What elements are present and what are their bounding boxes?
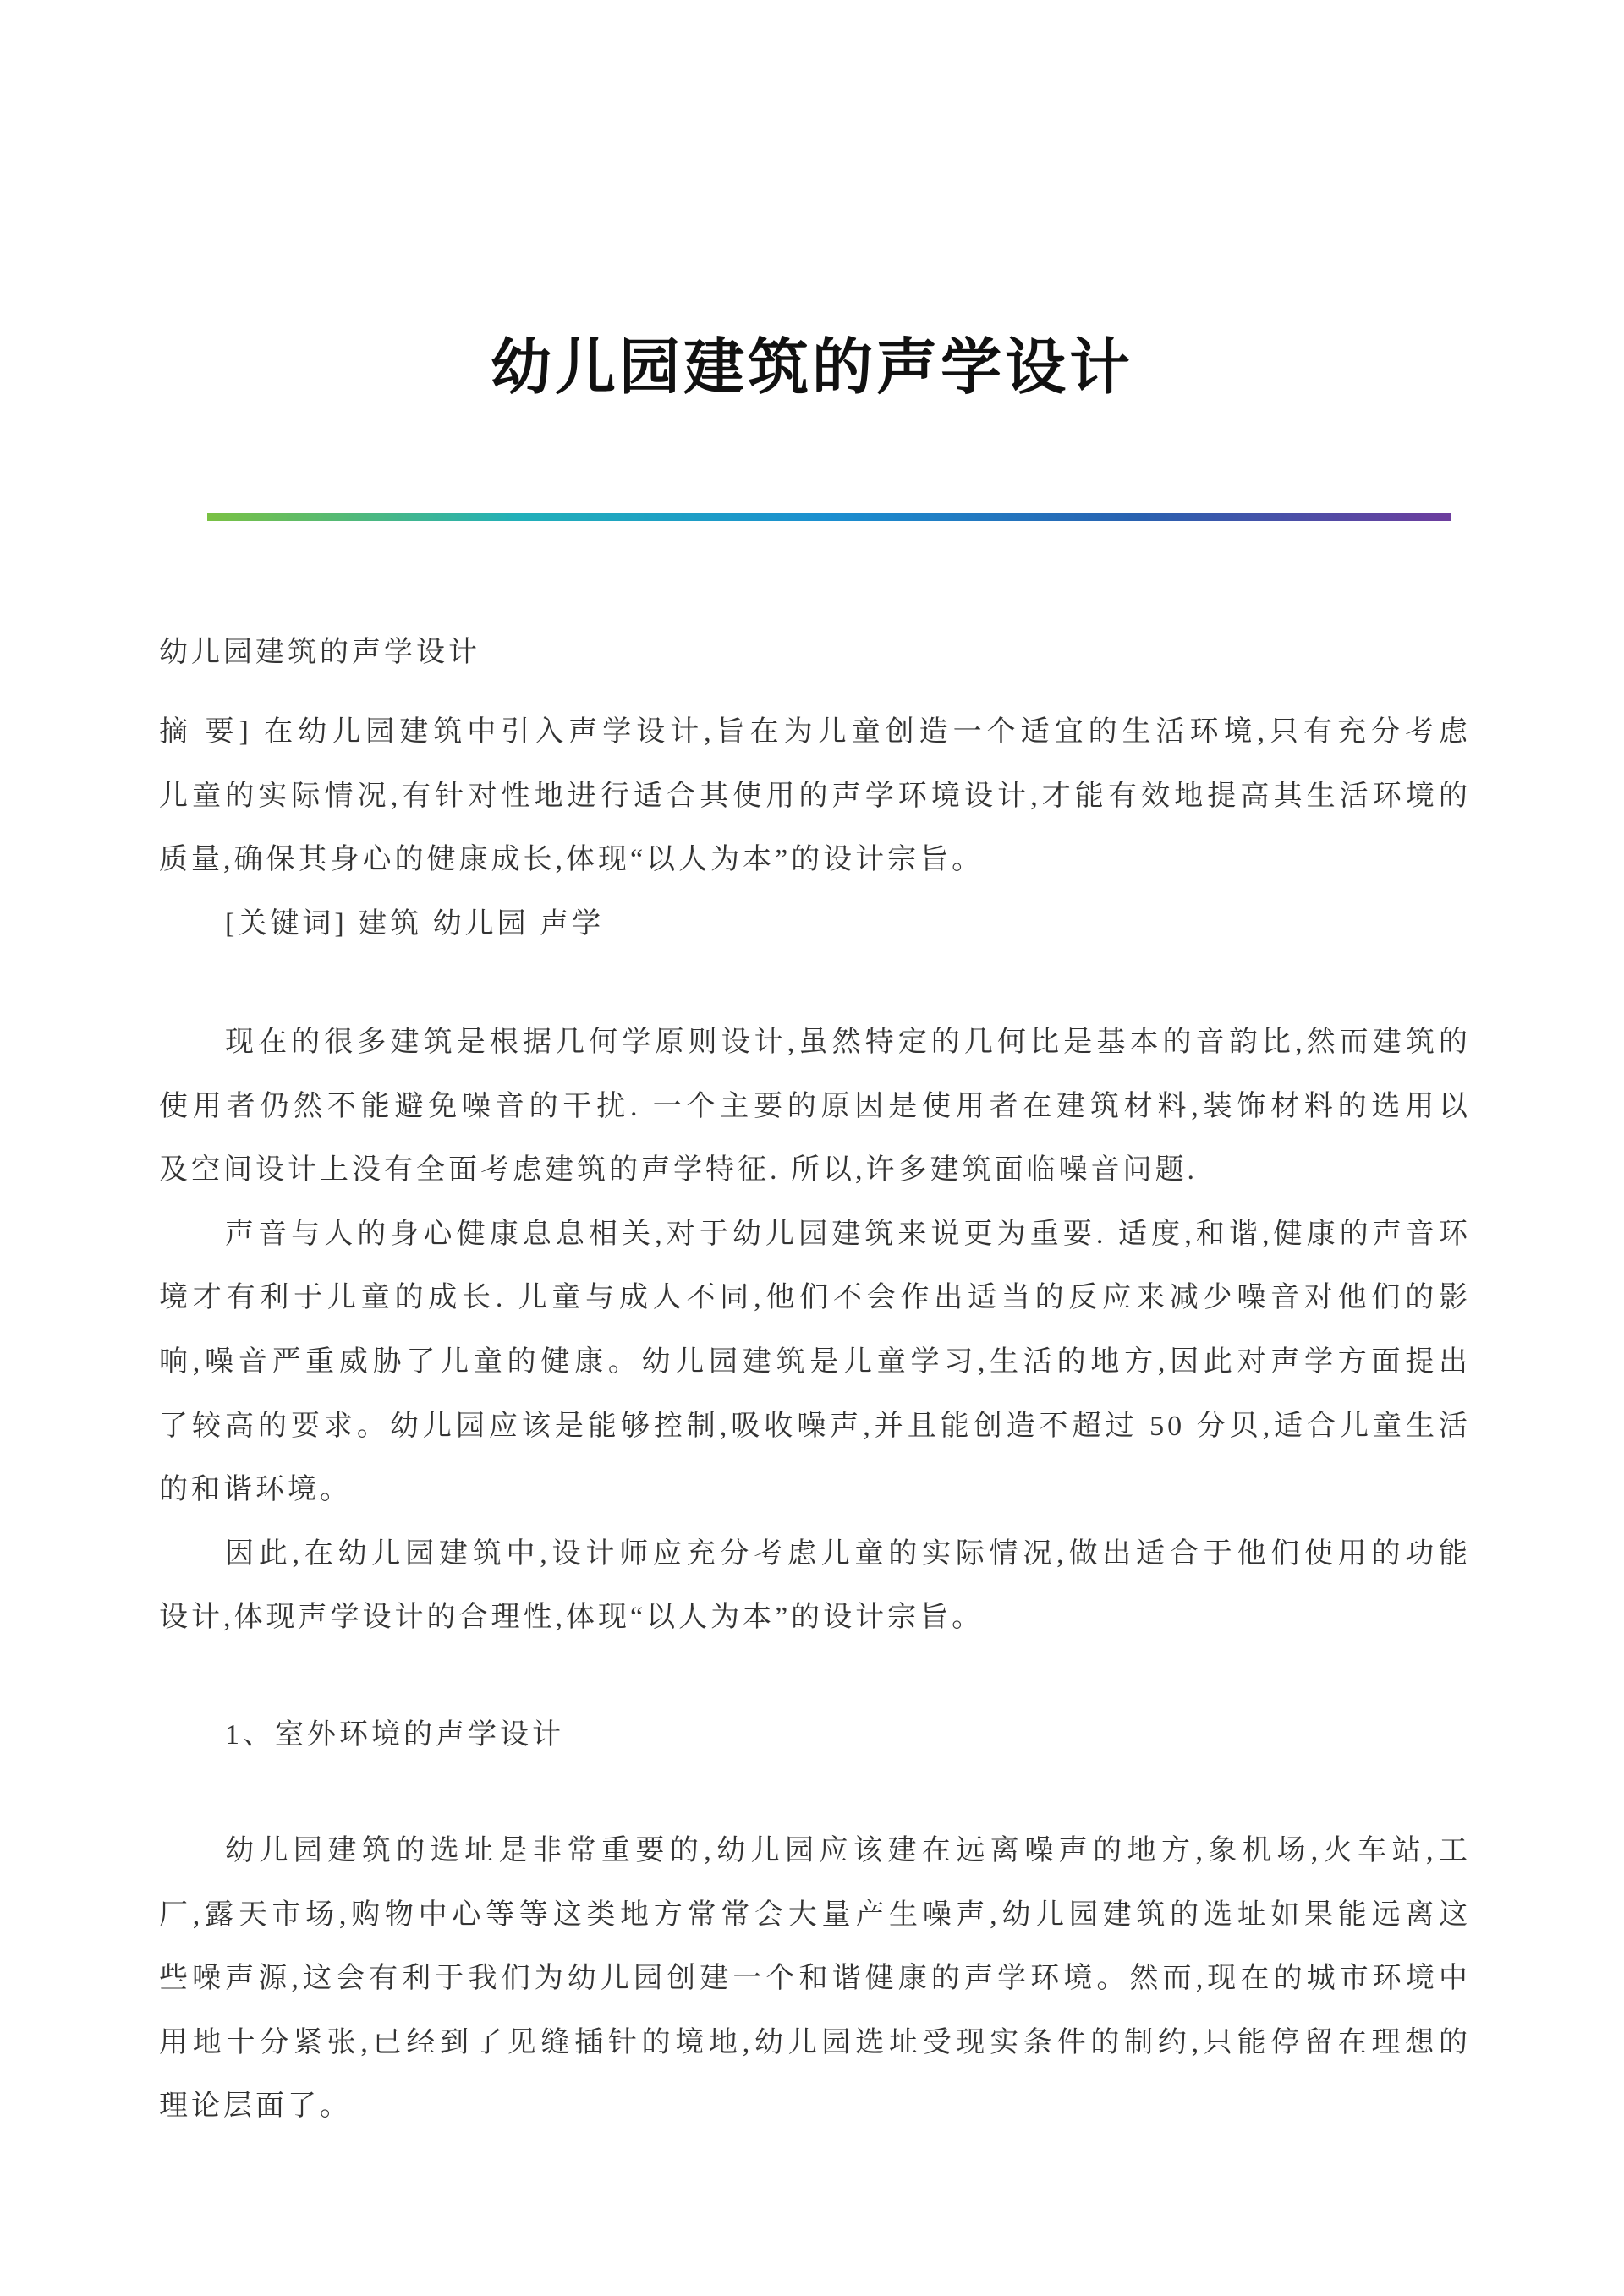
paragraph-line: 幼儿园建筑的选址是非常重要的,幼儿园应该建在远离噪声的地方,象机场,火车站,工 [225, 1835, 1471, 1866]
intro-paragraph [159, 1203, 1471, 1522]
abstract-line: 摘 要] 在幼儿园建筑中引入声学设计,旨在为儿童创造一个适宜的生活环境,只有充分考虑 [159, 716, 1471, 748]
section-paragraph [159, 1819, 1471, 2139]
paragraph-line: 理论层面了。 [159, 2091, 352, 2123]
paragraph-line: 因此,在幼儿园建筑中,设计师应充分考虑儿童的实际情况,做出适合于他们使用的功能 [225, 1537, 1471, 1570]
abstract-line: 质量,确保其身心的健康成长,体现“以人为本”的设计宗旨。 [159, 844, 985, 876]
document-subtitle-block [159, 621, 1471, 685]
keywords-line: [关键词] 建筑 幼儿园 声学 [225, 907, 605, 940]
paragraph-line: 了较高的要求。幼儿园应该是能够控制,吸收噪声,并且能创造不超过 50 分贝,适合儿童生活 [159, 1410, 1471, 1442]
title-divider [207, 513, 1451, 521]
document-subtitle: 幼儿园建筑的声学设计 [159, 637, 480, 668]
section-heading: 1、室外环境的声学设计 [225, 1719, 564, 1751]
section-body [159, 1819, 1471, 2139]
paragraph-line: 境才有利于儿童的成长. 儿童与成人不同,他们不会作出适当的反应来减少噪音对他们的影 [159, 1282, 1471, 1314]
paragraph-line: 及空间设计上没有全面考虑建筑的声学特征. 所以,许多建筑面临噪音问题. [159, 1154, 1198, 1186]
paragraph-line: 现在的很多建筑是根据几何学原则设计,虽然特定的几何比是基本的音韵比,然而建筑的 [225, 1027, 1471, 1058]
abstract-line: 儿童的实际情况,有针对性地进行适合其使用的声学环境设计,才能有效地提高其生活环境的 [159, 780, 1471, 812]
page-title: 幼儿园建筑的声学设计 [490, 334, 1133, 402]
intro-section [159, 1011, 1471, 1650]
section-heading-block [159, 1703, 1471, 1767]
paragraph-line: 声音与人的身心健康息息相关,对于幼儿园建筑来说更为重要. 适度,和谐,健康的声音环 [225, 1218, 1471, 1250]
paragraph-line: 使用者仍然不能避免噪音的干扰. 一个主要的原因是使用者在建筑材料,装饰材料的选用以 [159, 1090, 1471, 1122]
paragraph-line: 响,噪音严重威胁了儿童的健康。幼儿园建筑是儿童学习,生活的地方,因此对声学方面提出 [159, 1345, 1471, 1378]
paragraph-line: 用地十分紧张,已经到了见缝插针的境地,幼儿园选址受现实条件的制约,只能停留在理想的 [159, 2026, 1471, 2058]
intro-paragraph [159, 1011, 1471, 1203]
abstract-block [159, 700, 1471, 956]
paragraph-line: 厂,露天市场,购物中心等等这类地方常常会大量产生噪声,幼儿园建筑的选址如果能远离这 [159, 1899, 1471, 1931]
paragraph-line: 些噪声源,这会有利于我们为幼儿园创建一个和谐健康的声学环境。然而,现在的城市环境中 [159, 1963, 1471, 1995]
intro-paragraph [159, 1522, 1471, 1650]
paragraph-line: 设计,体现声学设计的合理性,体现“以人为本”的设计宗旨。 [159, 1602, 985, 1634]
paragraph-line: 的和谐环境。 [159, 1474, 352, 1506]
